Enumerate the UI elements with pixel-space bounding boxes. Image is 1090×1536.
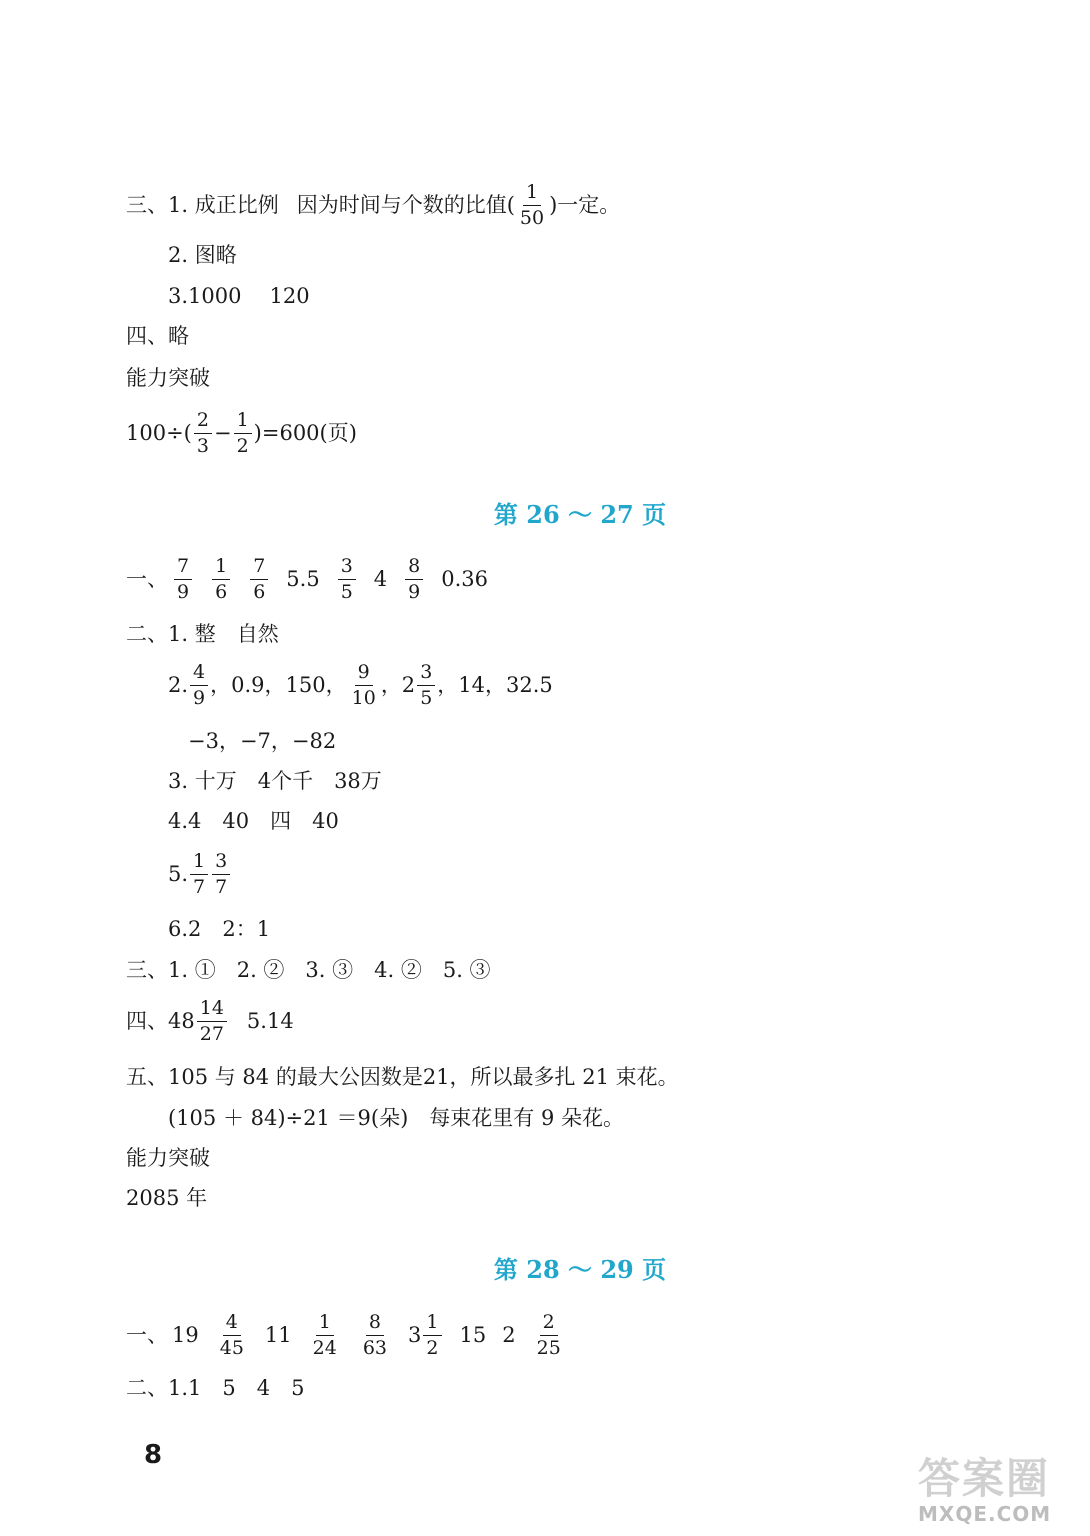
- fraction: [360, 1313, 390, 1358]
- answer-28-2: 二、1.1 5 4 5: [126, 1376, 305, 1400]
- ability-answer-26: 2085 年: [126, 1186, 208, 1210]
- answer-26-2-2: 2. $\frac{4}{9}$ ，0.9，150， $\frac{9}{10}$ ，2 $\frac{3}{5}$ ，14，32.5: [168, 661, 553, 709]
- answer-fraction: [403, 557, 425, 602]
- answer-28-1: 一、 19 $\frac{4}{45}$ 11 $\frac{1}{24}$ $\frac{8}{63}$ 3 $\frac{1}{2}$ 15 2 $\frac{2}{25}$: [126, 1313, 566, 1358]
- answer-value: [286, 569, 319, 590]
- fraction: [217, 1313, 247, 1358]
- answer-3-2: 2. 图略: [168, 243, 237, 267]
- fraction: [423, 1313, 441, 1358]
- fraction: $\frac{3}{7}$: [212, 852, 230, 897]
- fraction: $\frac{1}{7}$: [190, 852, 208, 897]
- answer-value: [460, 1325, 487, 1346]
- answer-fraction: [215, 1313, 249, 1358]
- fraction-numerator: 1: [423, 1313, 441, 1336]
- answer-fraction: [532, 1313, 566, 1358]
- fraction: [338, 557, 356, 602]
- fraction: $\frac{1}{2}$: [234, 411, 252, 456]
- answer-value: [441, 569, 488, 590]
- answer-26-5-line2: (105 ＋ 84)÷21 ＝9(朵) 每束花里有 9 朵花。: [168, 1106, 624, 1130]
- answer-items: [168, 557, 488, 602]
- fraction-numerator: 3: [338, 557, 356, 580]
- fraction-whole: 3: [408, 1323, 422, 1347]
- fraction: [310, 1313, 340, 1358]
- answer-26-2-4: 4.4 40 四 40: [168, 809, 339, 833]
- fraction: $\frac{2}{3}$: [194, 411, 212, 456]
- fraction: $\frac{9}{10}$: [351, 661, 376, 709]
- answer-value-text: 11: [264, 1323, 292, 1347]
- fraction-denominator: 6: [215, 581, 228, 603]
- answer-26-2-1: 二、1. 整 自然: [126, 622, 279, 646]
- fraction-numerator: 2: [540, 1313, 558, 1336]
- answer-fraction: [172, 557, 194, 602]
- fraction: [250, 557, 268, 602]
- watermark-logo: [918, 1454, 1078, 1530]
- fraction-denominator: 6: [253, 581, 266, 603]
- fraction-denominator: 24: [312, 1337, 337, 1359]
- answer-fraction: [308, 1313, 342, 1358]
- fraction: [174, 557, 192, 602]
- answer-value-text: 19: [172, 1323, 199, 1347]
- answer-value-text: 5.5: [286, 567, 320, 591]
- answer-fraction: [210, 557, 232, 602]
- fraction-denominator: 9: [177, 581, 190, 603]
- answer-26-5-line1: 五、105 与 84 的最大公因数是21，所以最多扎 21 束花。: [126, 1065, 679, 1089]
- answer-fraction: [336, 557, 358, 602]
- answer-26-4: 四、48 $\frac{14}{27}$ 5.14: [126, 997, 294, 1045]
- answer-26-1: 一、 $\frac{7}{9}$ $\frac{1}{6}$ $\frac{7}{6}$ 5.5 $\frac{3}{5}$ 4 $\frac{8}{9}$ 0.36: [126, 555, 489, 603]
- answer-3-1: 三、1. 成正比例 因为时间与个数的比值( $\frac{1}{50}$ )一定。: [126, 181, 621, 229]
- answer-fraction: [248, 557, 270, 602]
- answer-value: [374, 569, 387, 590]
- fraction-numerator: 7: [174, 557, 192, 580]
- answer-26-2-3: 3. 十万 4个千 38万: [168, 769, 382, 793]
- fraction-numerator: 1: [316, 1313, 334, 1336]
- fraction-denominator: 9: [408, 581, 421, 603]
- answer-4: 四、略: [126, 324, 189, 348]
- section-heading-28-29: 第 28 ～ 29 页: [493, 1255, 667, 1284]
- watermark-logo-text: 答案圈: [918, 1454, 1051, 1503]
- ability-expression: 100÷( $\frac{2}{3}$ − $\frac{1}{2}$ )=600(页): [126, 409, 357, 457]
- fraction-numerator: 4: [223, 1313, 241, 1336]
- watermark-url: MXQE.COM: [918, 1502, 1052, 1526]
- answer-3-3: 3.1000 120: [168, 284, 310, 308]
- fraction-numerator: 7: [250, 557, 268, 580]
- answer-26-2-2-line2: −3，−7，−82: [188, 729, 337, 753]
- answer-value-text: 4: [373, 567, 388, 591]
- fraction-numerator: 8: [405, 557, 423, 580]
- fraction-denominator: 2: [426, 1337, 439, 1359]
- answer-fraction: [358, 1313, 392, 1358]
- section-heading-26-27: 第 26 ～ 27 页: [493, 500, 667, 529]
- fraction: $\frac{4}{9}$: [190, 663, 208, 708]
- answer-value: [265, 1325, 292, 1346]
- answer-fraction: [408, 1313, 443, 1358]
- ability-label: 能力突破: [126, 366, 210, 390]
- answer-value: [172, 1325, 199, 1346]
- answer-items: [168, 1313, 566, 1358]
- fraction-numerator: 8: [366, 1313, 384, 1336]
- fraction: $\frac{1}{50}$: [519, 181, 545, 229]
- answer-value: [502, 1325, 515, 1346]
- fraction: [405, 557, 423, 602]
- answer-26-3: 三、1. ① 2. ② 3. ③ 4. ② 5. ③: [126, 958, 491, 982]
- fraction-denominator: 45: [219, 1337, 244, 1359]
- fraction: $\frac{3}{5}$: [417, 663, 435, 708]
- answer-value-text: 0.36: [441, 567, 489, 591]
- fraction: [212, 557, 230, 602]
- fraction-denominator: 25: [536, 1337, 561, 1359]
- answer-value-text: 15: [459, 1323, 487, 1347]
- fraction-denominator: 5: [340, 581, 353, 603]
- page-number: 8: [144, 1440, 163, 1470]
- ability-label-26: 能力突破: [126, 1146, 210, 1170]
- answer-26-2-5: 5. $\frac{1}{7}$ $\frac{3}{7}$: [168, 852, 232, 897]
- answer-26-2-6: 6.2 2：1: [168, 917, 271, 941]
- fraction-denominator: 63: [362, 1337, 388, 1359]
- answer-value-text: 2: [502, 1323, 516, 1347]
- fraction: $\frac{14}{27}$: [197, 999, 227, 1044]
- fraction-numerator: 1: [212, 557, 230, 580]
- fraction: [534, 1313, 564, 1358]
